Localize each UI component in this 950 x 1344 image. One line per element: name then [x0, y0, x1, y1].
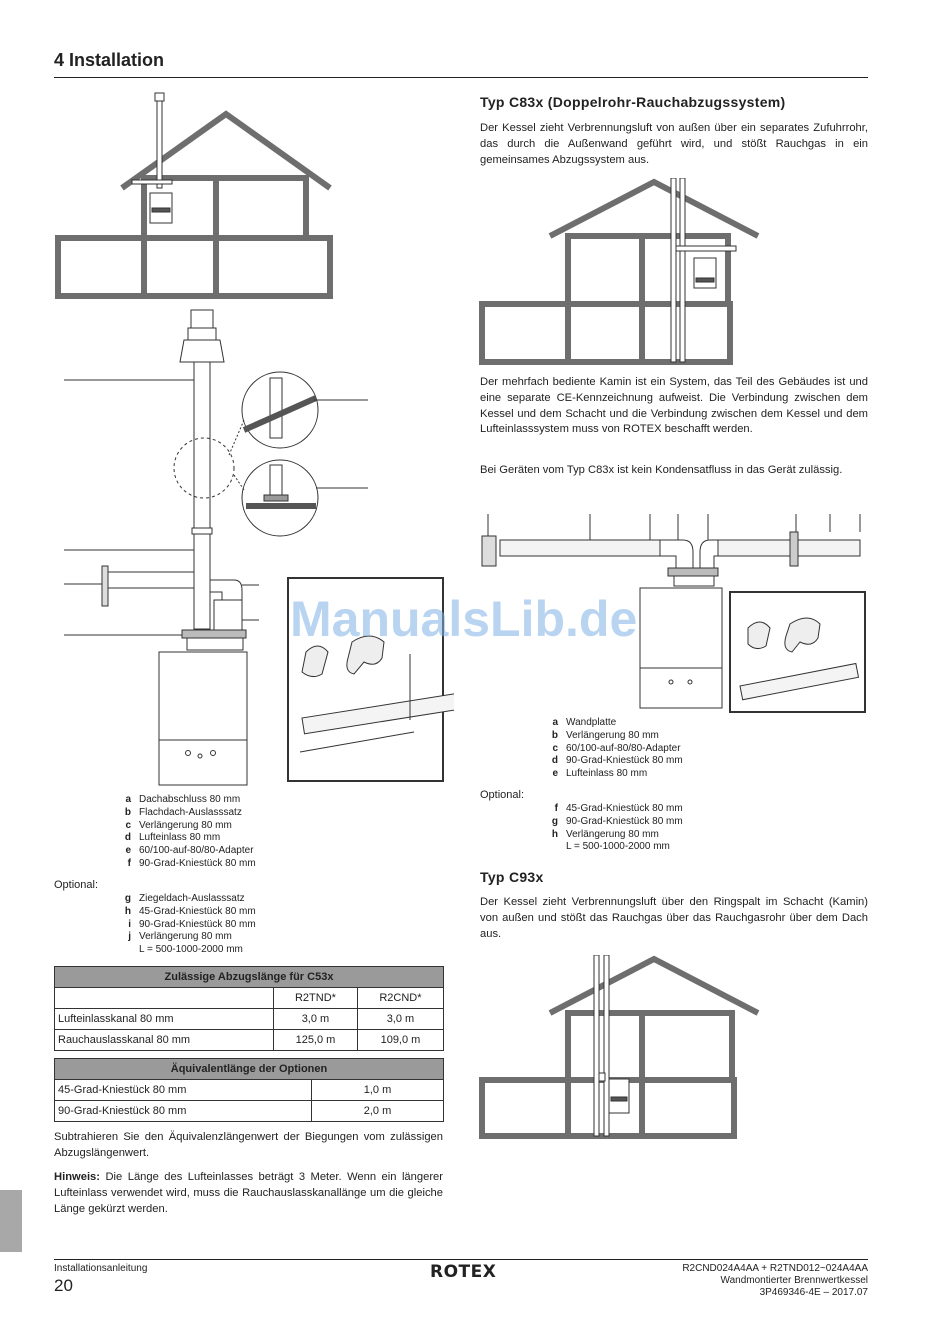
legend-key: j	[128, 931, 131, 943]
legend-key: e	[552, 768, 558, 780]
note-hint	[54, 1170, 443, 1217]
legend-text: Verlängerung 80 mm	[139, 819, 232, 831]
house-diagram-c93	[478, 955, 763, 1140]
table-col-header: R2TND*	[274, 988, 358, 1009]
legend-key: f	[127, 857, 131, 869]
table-cell: 3,0 m	[357, 1009, 443, 1030]
table-row	[55, 1009, 444, 1030]
legend-c53	[118, 794, 256, 871]
table-cell: 125,0 m	[274, 1030, 358, 1051]
table-cell: 1,0 m	[312, 1080, 444, 1101]
section-title: 4 Installation	[54, 50, 165, 70]
footer-product: Wandmontierter Brennwertkessel	[720, 1275, 868, 1286]
legend-text: 90-Grad-Kniestück 80 mm	[566, 815, 683, 827]
c83-title: Typ C83x (Doppelrohr-Rauchabzugssystem)	[480, 94, 786, 110]
legend-text: Lufteinlass 80 mm	[139, 832, 221, 844]
legend-text: 60/100-auf-80/80-Adapter	[566, 742, 681, 754]
legend-text: Wandplatte	[566, 717, 617, 728]
optional-legend-c53	[118, 893, 256, 957]
legend-key: a	[125, 794, 131, 805]
legend-c83	[545, 717, 683, 781]
table-col-header: R2CND*	[357, 988, 443, 1009]
legend-text: 90-Grad-Kniestück 80 mm	[139, 918, 256, 930]
legend-text: 60/100-auf-80/80-Adapter	[139, 845, 254, 857]
flue-assembly-diagram	[54, 300, 454, 795]
table-row	[55, 1030, 444, 1051]
page-number: 20	[54, 1276, 73, 1295]
legend-key: h	[551, 828, 558, 840]
note-hint-text: Die Länge des Lufteinlasses beträgt 3 Meter. Wenn ein längerer Lufteinlass verwendet wird, muss die Rauchauslasskanallänge um die gleiche Länge gekürzt werden.	[54, 1171, 443, 1215]
footer-doc-type: Installationsanleitung	[54, 1263, 148, 1274]
legend-text: Verlängerung 80 mm	[139, 931, 232, 943]
watermark: ManualsLib.de	[290, 591, 638, 647]
legend-text: 90-Grad-Kniestück 80 mm	[139, 857, 256, 869]
table-row	[55, 1080, 444, 1101]
legend-text: Verlängerung 80 mm	[566, 828, 659, 840]
legend-key: e	[125, 845, 131, 857]
house-diagram-c53	[54, 88, 334, 303]
legend-key: c	[125, 819, 131, 831]
c83-intro: Der Kessel zieht Verbrennungsluft von außen über ein separates Zufuhrrohr, das durch die Außenwand geführt wird, und stößt Rauchgas in ein gemeinsames Abzugssystem aus.	[480, 122, 868, 166]
legend-text: 90-Grad-Kniestück 80 mm	[566, 755, 683, 767]
legend-text: Dachabschluss 80 mm	[139, 794, 241, 805]
legend-key: g	[551, 815, 558, 827]
legend-key: a	[552, 717, 558, 728]
footer-doc-id: 3P469346-4E – 2017.07	[759, 1287, 868, 1298]
optional-legend-c83	[545, 803, 683, 854]
legend-text: Ziegeldach-Auslasssatz	[139, 893, 245, 904]
legend-key: d	[124, 832, 131, 844]
legend-key	[118, 944, 131, 957]
legend-text: Flachdach-Auslasssatz	[139, 806, 242, 818]
table-cell: 45-Grad-Kniestück 80 mm	[55, 1080, 312, 1101]
footer-model-info	[682, 1263, 868, 1299]
c83-condensate-text: Bei Geräten vom Typ C83x ist kein Kondensatfluss in das Gerät zulässig.	[480, 464, 843, 476]
table-cell: Rauchauslasskanal 80 mm	[55, 1030, 274, 1051]
house-diagram-c83	[478, 178, 763, 368]
table-cell: 2,0 m	[312, 1101, 444, 1122]
table-equivalent-length	[54, 1058, 444, 1122]
table-cell	[55, 988, 274, 1009]
c83-chimney-text: Der mehrfach bediente Kamin ist ein System, das Teil des Gebäudes ist und eine separate CE-Kennzeichnung aufweist. Die Verbindung zwischen dem Kessel und dem Schacht und die Verbindung zwischen dem Kessel und dem Lufteinlasssystem muss von ROTEX beschafft werden.	[480, 376, 868, 436]
note-hint-label: Hinweis:	[54, 1171, 101, 1183]
footer-model: R2CND024A4AA + R2TND012~024A4AA	[682, 1263, 868, 1274]
legend-key: b	[551, 729, 558, 741]
table-cell: 90-Grad-Kniestück 80 mm	[55, 1101, 312, 1122]
legend-key: b	[124, 806, 131, 818]
c93-title: Typ C93x	[480, 869, 544, 885]
table-cell: 3,0 m	[274, 1009, 358, 1030]
chapter-tab	[0, 1190, 22, 1252]
legend-key: d	[551, 755, 558, 767]
table-title: Äquivalentlänge der Optionen	[55, 1059, 444, 1080]
table-title: Zulässige Abzugslänge für C53x	[55, 967, 444, 988]
table-exhaust-length	[54, 966, 444, 1051]
header-rule	[54, 77, 868, 78]
table-cell: Lufteinlasskanal 80 mm	[55, 1009, 274, 1030]
legend-text: 45-Grad-Kniestück 80 mm	[566, 803, 683, 814]
legend-text: Verlängerung 80 mm	[566, 729, 659, 741]
legend-key: i	[128, 918, 131, 930]
legend-text: 45-Grad-Kniestück 80 mm	[139, 905, 256, 917]
optional-label-c83: Optional:	[480, 789, 525, 801]
optional-label: Optional:	[54, 879, 99, 891]
legend-key: h	[124, 905, 131, 917]
note-subtract: Subtrahieren Sie den Äquivalenzlängenwert der Biegungen vom zulässigen Abzugslängenwert.	[54, 1131, 443, 1159]
legend-text: L = 500-1000-2000 mm	[566, 841, 670, 853]
legend-key: g	[124, 893, 131, 904]
legend-key	[545, 841, 558, 854]
legend-key: c	[552, 742, 558, 754]
legend-text: Lufteinlass 80 mm	[566, 768, 648, 780]
table-cell: 109,0 m	[357, 1030, 443, 1051]
footer-rule	[54, 1259, 868, 1260]
table-row	[55, 1101, 444, 1122]
legend-text: L = 500-1000-2000 mm	[139, 944, 243, 956]
rotex-logo: ROTEX	[430, 1262, 497, 1282]
c93-intro: Der Kessel zieht Verbrennungsluft über den Ringspalt im Schacht (Kamin) von außen und stößt das Rauchgas über das Rauchgasrohr über dem Dach aus.	[480, 896, 868, 940]
legend-key: f	[554, 803, 558, 814]
